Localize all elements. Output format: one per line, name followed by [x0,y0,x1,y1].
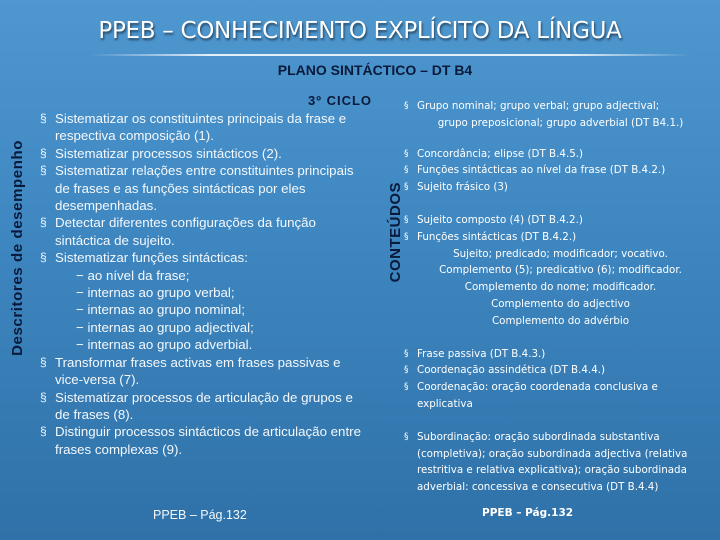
bullet-icon: § [404,231,409,242]
sub-list-item: − ao nível da frase; [76,267,190,283]
list-item-text: Sistematizar funções sintácticas: [55,250,248,266]
contents-list [404,98,704,496]
list-item-text: Sujeito frásico (3) [417,181,508,194]
list-item-text: Subordinação: oração subordinada substantiva (completiva); oração subordinada adjectiva (relativa restritiva e relativa explicativa); oração subordinada adverbial: concessiva e consecutiva (DT B.4.4) [417,430,688,494]
spacer [404,196,704,212]
bullet-icon: § [404,365,409,376]
list-item [404,379,704,413]
list-item-text: Transformar frases activas em frases passivas e vice-versa (7). [55,354,341,388]
bullet-icon: § [40,354,47,369]
bullet-icon: § [404,348,409,359]
list-item-text: Sistematizar relações entre constituintes principais de frases e as funções sintácticas por eles desempenhadas. [55,163,354,214]
function-line: Complemento do nome; modificador. [464,281,657,294]
descriptors-list [40,110,370,458]
list-item [40,423,370,458]
list-item [40,249,370,266]
sub-list-item: − internas ao grupo adjectival; [76,319,254,335]
list-item-text: Grupo nominal; grupo verbal; grupo adjectival; [417,100,660,112]
list-item [404,346,704,363]
list-item [40,110,370,145]
list-item [404,212,704,229]
page-reference-left: PPEB – Pág.132 [153,508,247,522]
list-item-text: Coordenação: oração coordenada conclusiva e explicativa [417,381,658,410]
list-item [40,354,370,389]
descriptors-side-label-text: Descritores de desempenho [8,140,26,356]
page-subtitle: PLANO SINTÁCTICO – DT B4 [277,62,473,78]
spacer [404,413,704,429]
bullet-icon: § [404,101,409,111]
page-title: PPEB – CONHECIMENTO EXPLÍCITO DA LÍNGUA [98,18,622,44]
list-item [404,146,704,163]
function-line: Complemento do adjectivo [491,297,630,310]
bullet-icon: § [40,389,47,404]
bullet-icon: § [404,182,409,193]
function-line: Complemento do advérbio [491,314,630,327]
list-item-text: Coordenação assindética (DT B.4.4.) [417,364,606,377]
list-item [40,145,370,162]
list-item [404,179,704,196]
sub-list-item: − internas ao grupo adverbial. [76,337,253,353]
sub-list-item: − internas ao grupo nominal; [76,302,245,318]
list-item [404,429,704,496]
function-line: Complemento (5); predicativo (6); modificador. [439,264,682,277]
bullet-icon: § [404,382,409,393]
list-item [404,229,704,246]
list-item [40,214,370,249]
list-item-text: Detectar diferentes configurações da função sintáctica de sujeito. [55,215,316,248]
list-item-text: Frase passiva (DT B.4.3.) [417,347,546,360]
bullet-icon: § [40,215,47,230]
sub-list-item: − internas ao grupo verbal; [76,285,235,301]
spacer [404,132,704,146]
list-item-text: Sistematizar os constituintes principais da frase e respectiva composição (1). [55,111,347,144]
bullet-icon: § [40,111,47,125]
list-item-text: Concordância; elipse (DT B.4.5.) [417,147,584,160]
list-item-text: Sujeito composto (4) (DT B.4.2.) [417,213,583,226]
list-item [404,162,704,179]
function-line: Sujeito; predicado; modificador; vocativo. [453,247,668,260]
list-item-text: Sistematizar processos sintácticos (2). [55,145,282,161]
bullet-icon: § [404,431,409,442]
bullet-icon: § [40,163,47,178]
bullet-icon: § [404,148,409,159]
title-divider [90,54,690,56]
bullet-icon: § [404,165,409,176]
contents-side-label-text: CONTEÚDOS [386,181,404,283]
page-reference-right: PPEB – Pág.132 [482,507,574,519]
bullet-icon: § [404,214,409,225]
list-item-text: Funções sintácticas (DT B.4.2.) [417,230,577,243]
list-item [40,162,370,214]
cycle-label: 3º CICLO [308,93,373,108]
spacer [404,330,704,346]
list-item-continuation: grupo preposicional; grupo adverbial (DT B4.1.) [437,116,684,129]
descriptors-side-label [4,100,30,396]
list-item [40,389,370,424]
list-item [404,98,704,115]
bullet-icon: § [40,424,47,439]
list-item [404,362,704,379]
list-item-text: Sistematizar processos de articulação de grupos e de frases (8). [55,389,353,422]
list-item-text: Funções sintácticas ao nível da frase (DT B.4.2.) [417,164,666,177]
list-item-text: Distinguir processos sintácticos de articulação entre frases complexas (9). [55,424,361,457]
bullet-icon: § [40,145,47,160]
bullet-icon: § [40,250,47,265]
